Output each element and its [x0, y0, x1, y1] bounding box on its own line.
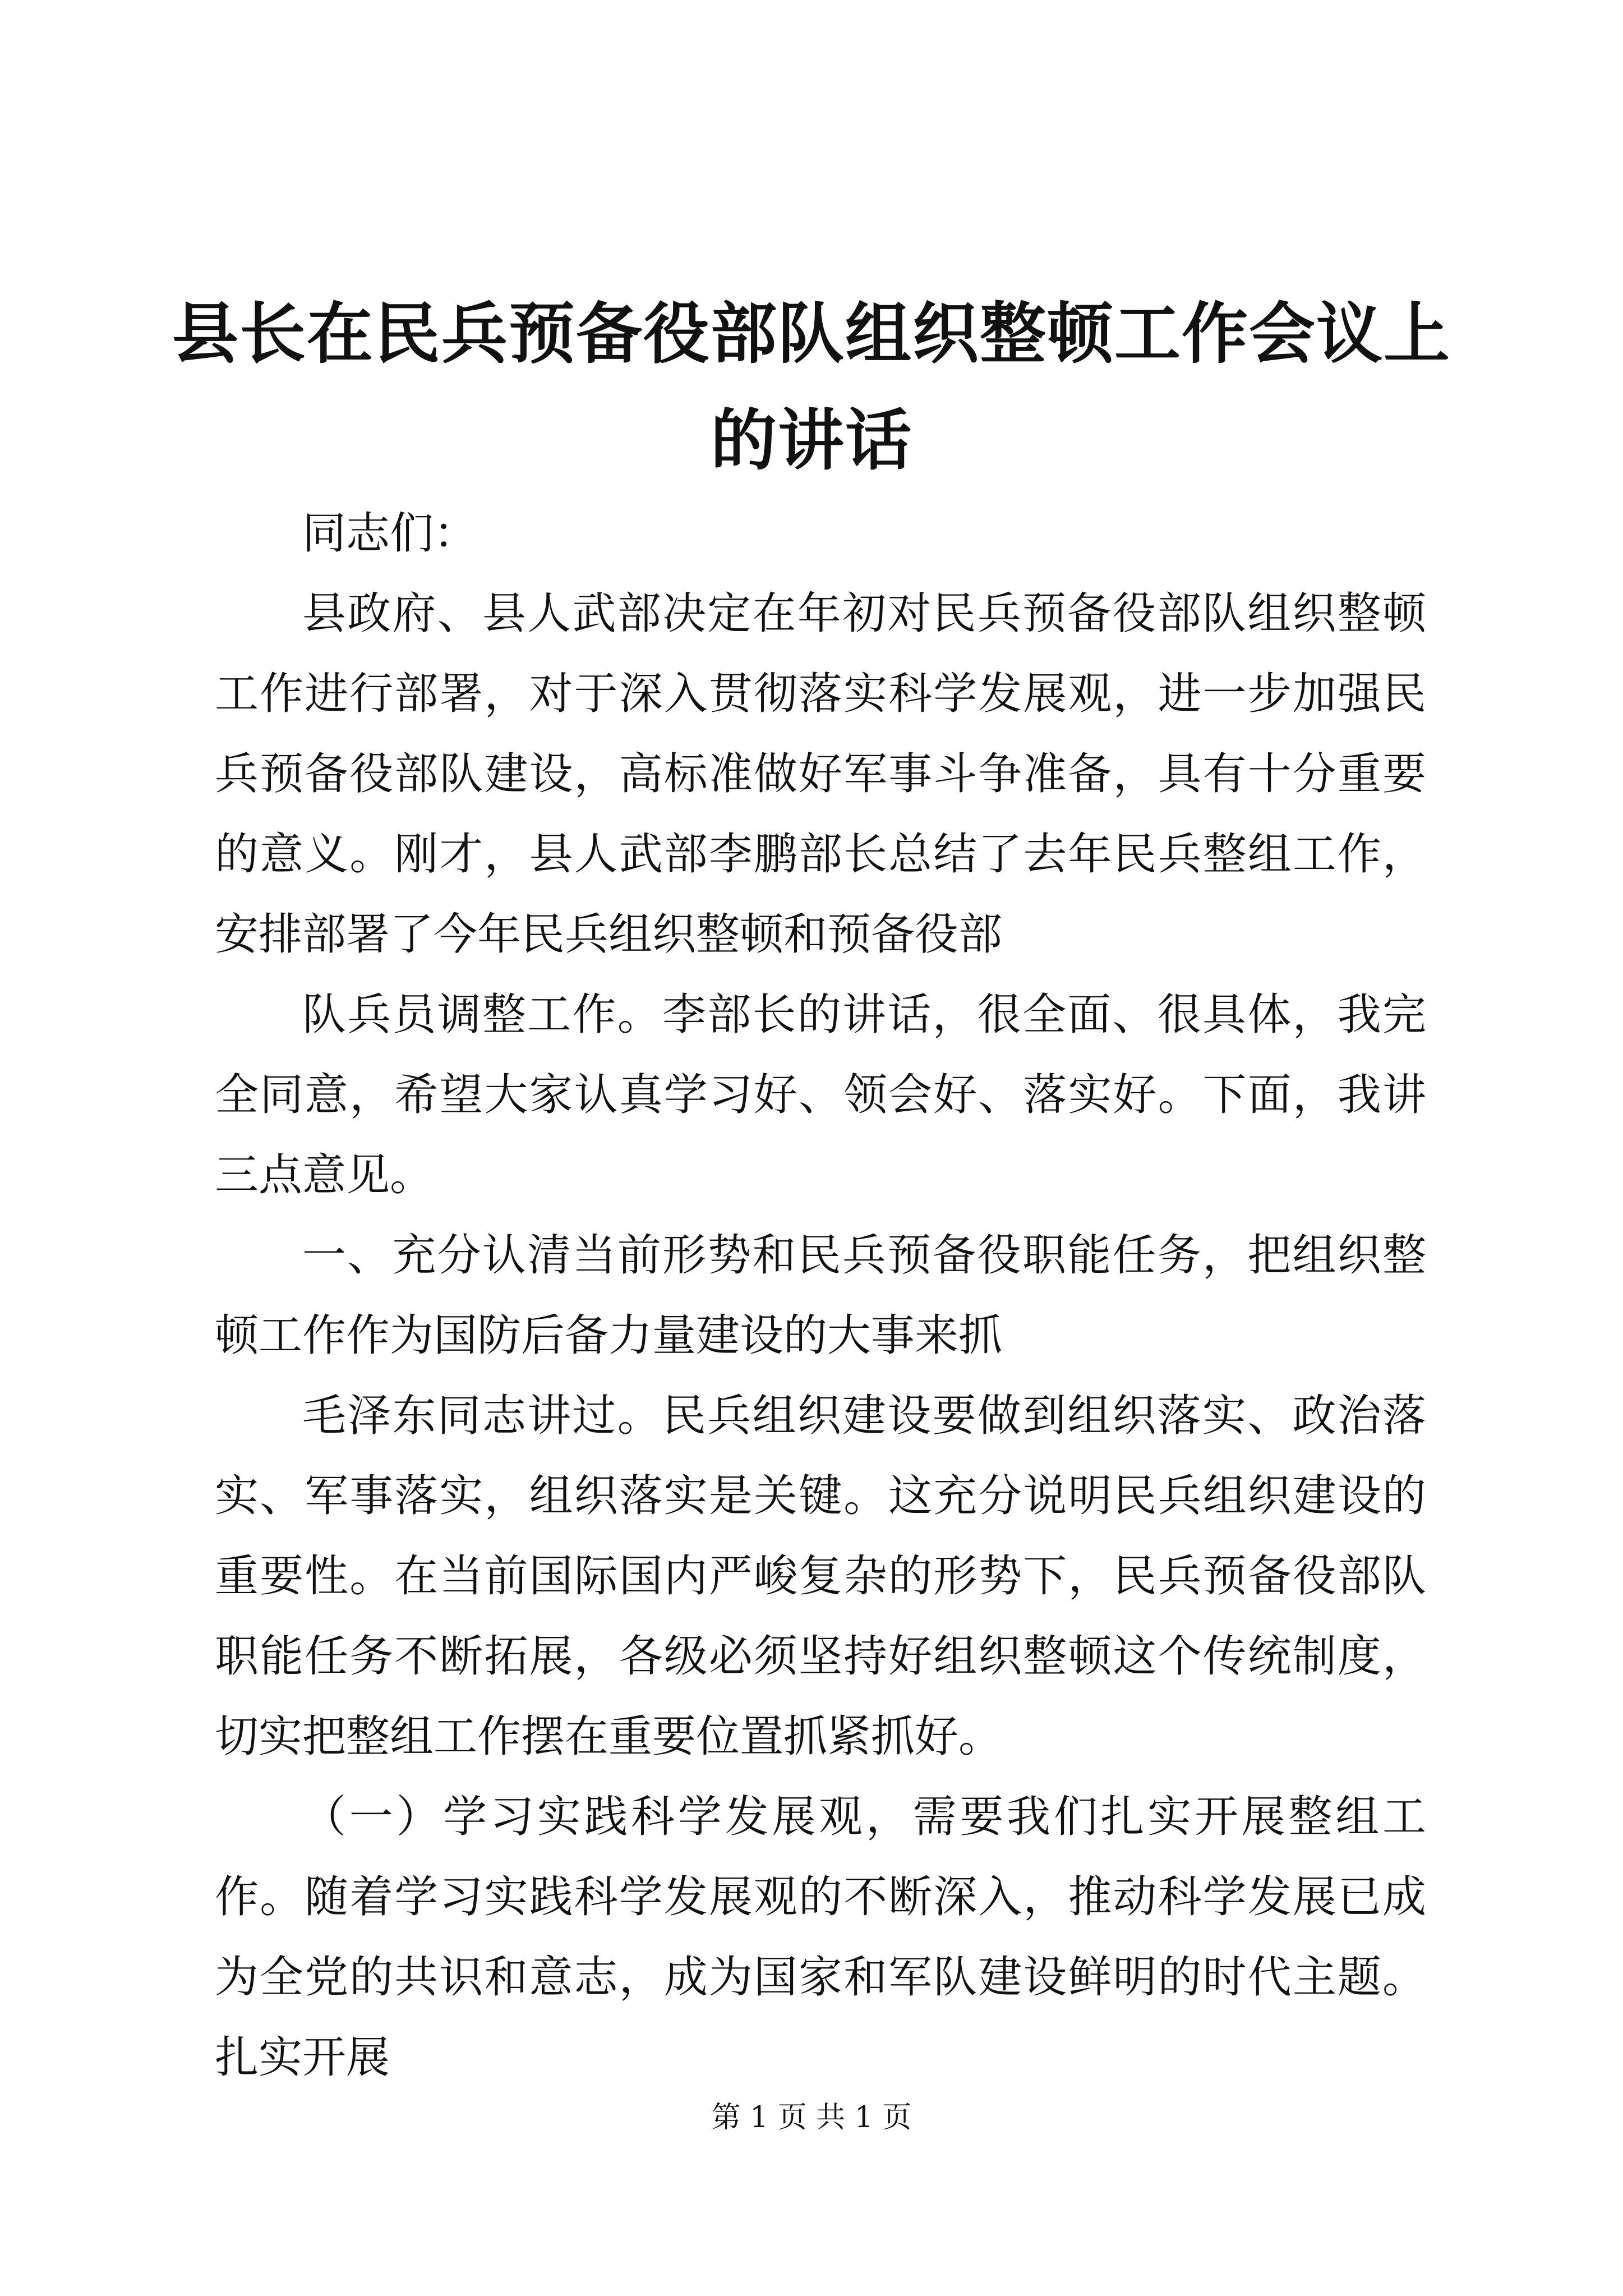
- document-body: [215, 494, 1426, 2098]
- subsection-paragraph: （一）学习实践科学发展观，需要我们扎实开展整组工作。随着学习实践科学发展观的不断深入，推动科学发展已成为全党的共识和意志，成为国家和军队建设鲜明的时代主题。扎实开展: [215, 1792, 1426, 2083]
- paragraph: 县政府、县人武部决定在年初对民兵预备役部队组织整顿工作进行部署，对于深入贯彻落实科学发展观，进一步加强民兵预备役部队建设，高标准做好军事斗争准备，具有十分重要的意义。刚才，县人武部李鹏部长总结了去年民兵整组工作，安排部署了今年民兵组织整顿和预备役部: [215, 588, 1426, 960]
- paragraph: 队兵员调整工作。李部长的讲话，很全面、很具体，我完全同意，希望大家认真学习好、领会好、落实好。下面，我讲三点意见。: [215, 990, 1426, 1200]
- page-footer: 第 1 页 共 1 页: [711, 2101, 912, 2134]
- document-title: 县长在民兵预备役部队组织整顿工作会议上的讲话: [172, 295, 1451, 479]
- section-heading: 一、充分认清当前形势和民兵预备役职能任务，把组织整顿工作作为国防后备力量建设的大事来抓: [215, 1230, 1426, 1361]
- paragraph-salutation: 同志们：: [302, 508, 478, 559]
- paragraph: 毛泽东同志讲过。民兵组织建设要做到组织落实、政治落实、军事落实，组织落实是关键。这充分说明民兵组织建设的重要性。在当前国际国内严峻复杂的形势下，民兵预备役部队职能任务不断拓展，各级必须坚持好组织整顿这个传统制度，切实把整组工作摆在重要位置抓紧抓好。: [215, 1391, 1426, 1762]
